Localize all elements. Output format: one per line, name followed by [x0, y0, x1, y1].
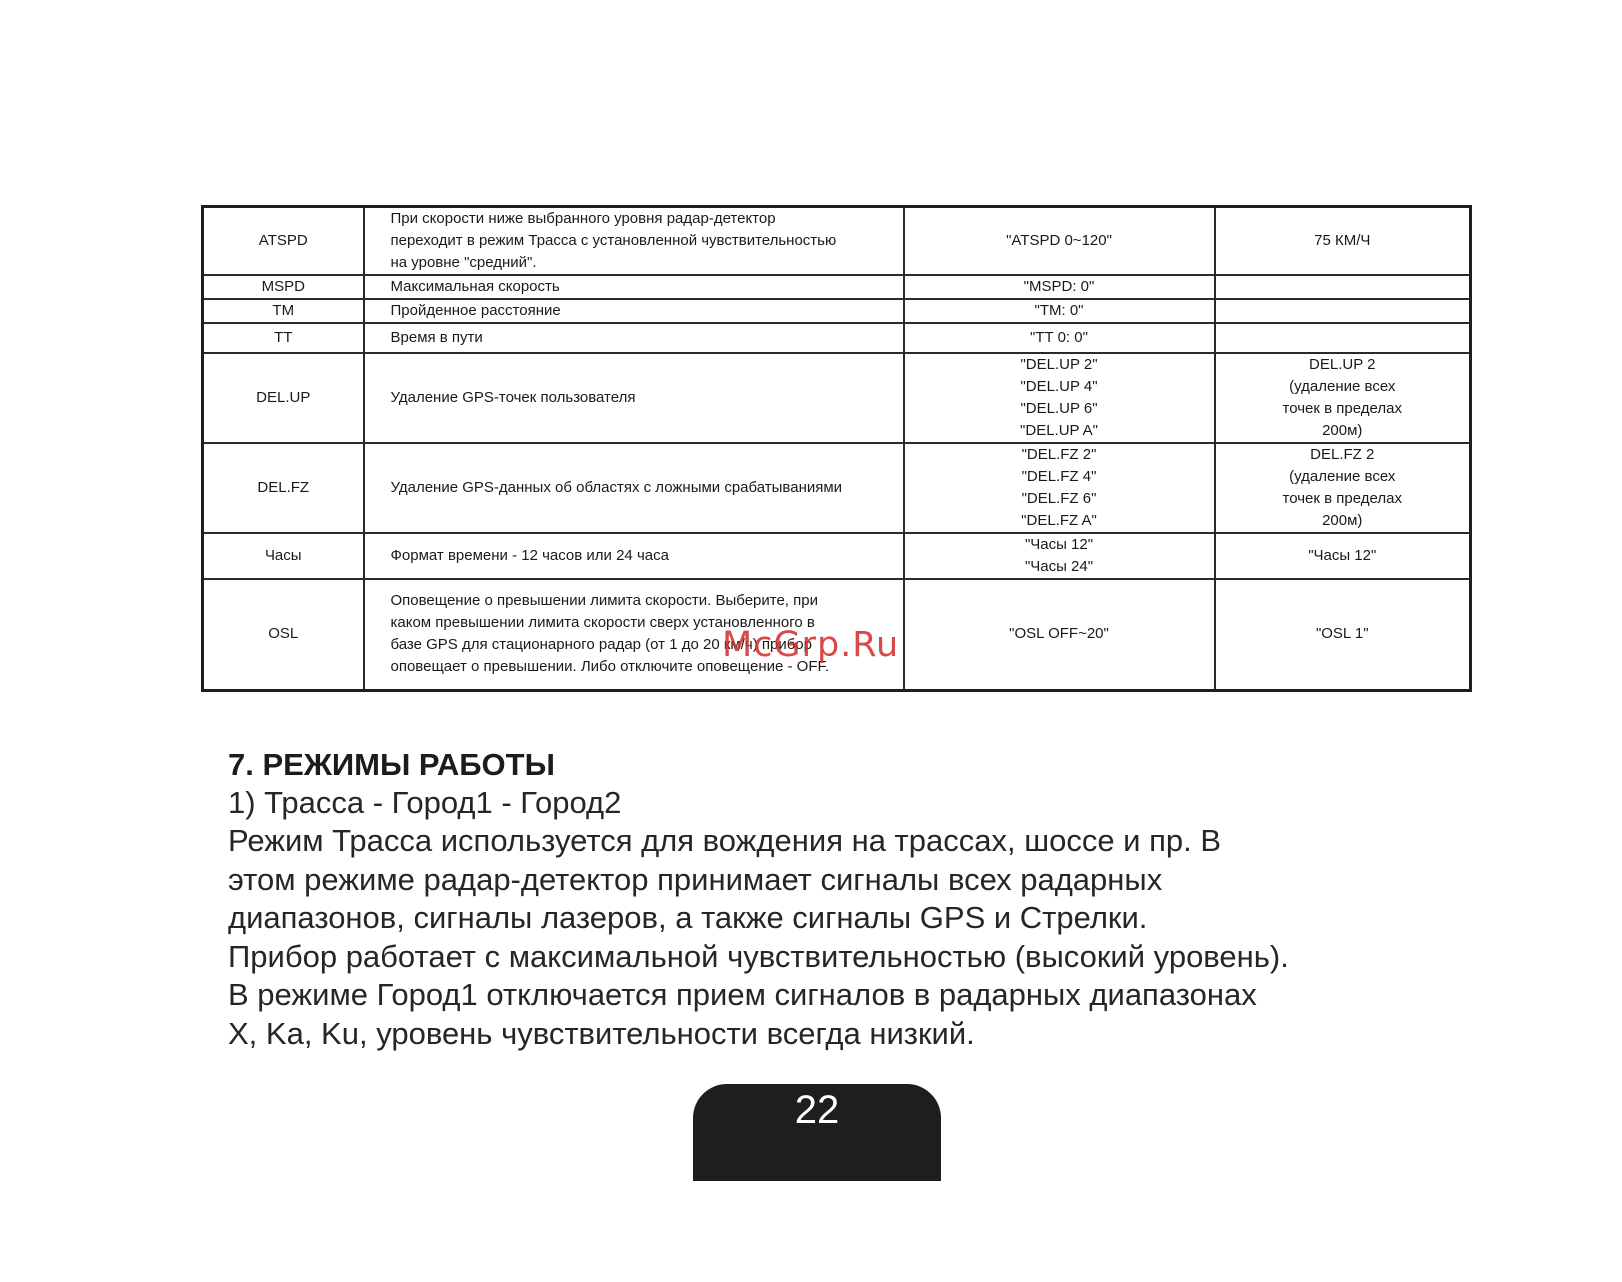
- setting-name-cell: TM: [203, 299, 364, 323]
- cell-text-line: DEL.UP 2: [1309, 356, 1376, 373]
- body-line: диапазонов, сигналы лазеров, а также сигналы GPS и Стрелки.: [228, 900, 1148, 935]
- setting-options-cell: [904, 323, 1215, 353]
- cell-text-line: "MSPD: 0": [1023, 278, 1095, 295]
- cell-text-line: "DEL.FZ 2": [1021, 446, 1097, 463]
- setting-description-cell: [364, 443, 904, 533]
- cell-text-line: "DEL.UP 2": [1020, 356, 1098, 373]
- cell-text-line: переходит в режим Трасса с установленной чувствительностью: [390, 232, 837, 249]
- setting-options-cell: [904, 579, 1215, 690]
- cell-text-line: (удаление всех: [1289, 468, 1396, 485]
- setting-options-cell: [904, 533, 1215, 579]
- cell-text-line: базе GPS для стационарного радар (от 1 до 20 км/ч) прибор: [390, 636, 812, 654]
- cell-text-line: "DEL.FZ 6": [1021, 490, 1097, 507]
- setting-name-cell: DEL.UP: [203, 353, 364, 443]
- setting-name-cell: OSL: [203, 579, 364, 690]
- setting-name-cell: DEL.FZ: [203, 443, 364, 533]
- cell-text-line: Пройденное расстояние: [390, 302, 561, 319]
- table-row: [203, 299, 1471, 323]
- cell-text-line: Удаление GPS-данных об областях с ложными срабатываниями: [390, 479, 843, 496]
- setting-default-cell: [1215, 299, 1471, 323]
- setting-description-cell: [364, 275, 904, 299]
- setting-default-cell: [1215, 579, 1471, 690]
- page-number: 22: [794, 1088, 840, 1132]
- setting-name-cell: ATSPD: [203, 207, 364, 276]
- body-line: В режиме Город1 отключается прием сигналов в радарных диапазонах: [228, 977, 1257, 1012]
- page-number-tab: [693, 1084, 941, 1181]
- setting-options-cell: [904, 275, 1215, 299]
- setting-description-cell: [364, 353, 904, 443]
- cell-text-line: "Часы 24": [1024, 558, 1094, 575]
- setting-name-cell: Часы: [203, 533, 364, 579]
- body-line: X, Ka, Ku, уровень чувствительности всегда низкий.: [228, 1015, 975, 1051]
- cell-text-line: 200м): [1322, 422, 1363, 439]
- setting-description-cell: [364, 323, 904, 353]
- body-line: Режим Трасса используется для вождения на трассах, шоссе и пр. В: [228, 823, 1222, 858]
- section-body: [228, 822, 1528, 1053]
- cell-text-line: каком превышении лимита скорости сверх установленного в: [390, 614, 815, 632]
- cell-text-line: Формат времени - 12 часов или 24 часа: [390, 547, 669, 564]
- cell-text-line: Максимальная скорость: [390, 278, 560, 295]
- setting-default-cell: [1215, 353, 1471, 443]
- table-row: [203, 207, 1471, 276]
- cell-text-line: "DEL.UP A": [1020, 422, 1098, 439]
- setting-options-cell: [904, 299, 1215, 323]
- table-row: [203, 323, 1471, 353]
- settings-table-body: [203, 207, 1471, 691]
- setting-description-cell: [364, 207, 904, 276]
- setting-default-cell: [1215, 443, 1471, 533]
- setting-options-cell: [904, 443, 1215, 533]
- cell-text-line: "OSL OFF~20": [1009, 625, 1109, 643]
- table-row: [203, 275, 1471, 299]
- setting-name-cell: TT: [203, 323, 364, 353]
- cell-text-line: "Часы 12": [1024, 536, 1094, 553]
- body-line: Прибор работает с максимальной чувствительностью (высокий уровень).: [228, 938, 1289, 974]
- settings-table: [201, 205, 1472, 692]
- cell-text-line: точек в пределах: [1282, 400, 1402, 417]
- cell-text-line: "DEL.UP 4": [1020, 378, 1098, 395]
- table-row: [203, 443, 1471, 533]
- cell-text-line: "DEL.FZ A": [1021, 512, 1097, 529]
- section-title: 7. РЕЖИМЫ РАБОТЫ: [228, 747, 555, 782]
- cell-text-line: DEL.FZ 2: [1310, 446, 1375, 463]
- cell-text-line: Время в пути: [390, 329, 483, 346]
- cell-text-line: оповещает о превышении. Либо отключите оповещение - OFF.: [390, 658, 830, 676]
- cell-text-line: точек в пределах: [1282, 490, 1402, 507]
- setting-options-cell: [904, 207, 1215, 276]
- cell-text-line: "ATSPD 0~120": [1006, 232, 1112, 249]
- cell-text-line: "OSL 1": [1315, 625, 1369, 643]
- cell-text-line: "TM: 0": [1034, 302, 1084, 319]
- setting-name-cell: MSPD: [203, 275, 364, 299]
- cell-text-line: на уровне "средний".: [390, 254, 537, 271]
- cell-text-line: "DEL.UP 6": [1020, 400, 1098, 417]
- cell-text-line: (удаление всех: [1289, 378, 1396, 395]
- cell-text-line: "TT 0: 0": [1030, 329, 1088, 346]
- watermark: McGrp.Ru: [722, 625, 900, 665]
- operating-modes-section: [228, 746, 1528, 1053]
- setting-description-cell: [364, 533, 904, 579]
- body-line: этом режиме радар-детектор принимает сигналы всех радарных: [228, 861, 1163, 897]
- section-subtitle: 1) Трасса - Город1 - Город2: [228, 785, 622, 820]
- setting-options-cell: [904, 353, 1215, 443]
- cell-text-line: Удаление GPS-точек пользователя: [390, 389, 636, 406]
- setting-default-cell: [1215, 275, 1471, 299]
- cell-text-line: При скорости ниже выбранного уровня радар-детектор: [390, 210, 776, 227]
- cell-text-line: Оповещение о превышении лимита скорости. Выберите, при: [390, 592, 818, 610]
- cell-text-line: 200м): [1322, 512, 1363, 529]
- setting-description-cell: [364, 299, 904, 323]
- cell-text-line: "DEL.FZ 4": [1021, 468, 1097, 485]
- table-row: [203, 353, 1471, 443]
- setting-default-cell: [1215, 207, 1471, 276]
- cell-text-line: "Часы 12": [1308, 547, 1377, 564]
- table-row: [203, 533, 1471, 579]
- setting-default-cell: [1215, 323, 1471, 353]
- setting-default-cell: [1215, 533, 1471, 579]
- cell-text-line: 75 КМ/Ч: [1314, 232, 1371, 249]
